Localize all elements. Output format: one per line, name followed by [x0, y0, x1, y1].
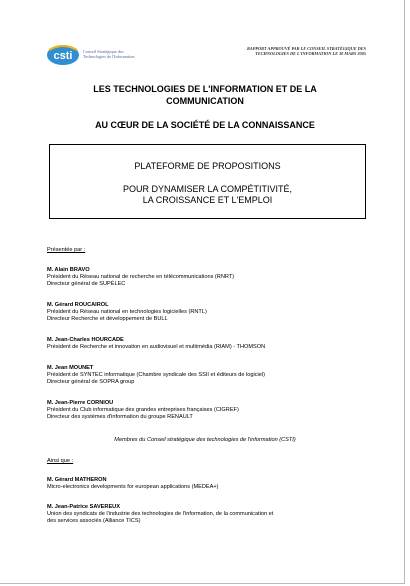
svg-text:csti: csti	[53, 50, 73, 62]
person-name: M. Alain BRAVO	[47, 267, 90, 273]
person-role: Directeur des systèmes d'information du groupe RENAULT	[47, 414, 193, 420]
report-approval-note	[186, 46, 366, 57]
person-role: Directeur Recherche et développement de BULL	[47, 316, 168, 322]
main-title-line: LES TECHNOLOGIES DE L'INFORMATION ET DE LA	[93, 84, 317, 94]
person-role: Directeur général de SUPÉLEC	[47, 281, 126, 287]
proposal-box-title: PLATEFORME DE PROPOSITIONS	[134, 161, 281, 171]
presented-by-label: Présentée par :	[47, 247, 86, 253]
proposal-box-line: LA CROISSANCE ET L'EMPLOI	[142, 195, 273, 205]
person-name: M. Jean-Charles HOURCADE	[47, 337, 124, 343]
person-role: Président du Réseau national en technologies logicielles (RNTL)	[47, 309, 207, 315]
org-name-line: Technologies de l'Information	[83, 54, 135, 59]
csti-logo-icon	[46, 44, 80, 66]
report-note-line: RAPPORT APPROUVÉ PAR LE CONSEIL STRATÉGIQUE DES	[247, 46, 366, 51]
org-name	[83, 49, 135, 59]
person-role: Micro-electronics developments for european applications (MEDEA+)	[47, 484, 219, 490]
person-role: Président du Réseau national de recherche en télécommunications (RNRT)	[47, 274, 235, 280]
main-title-line: COMMUNICATION	[166, 96, 244, 106]
person-name: M. Jean-Pierre CORNIOU	[47, 400, 114, 406]
person-role: Union des syndicats de l'industrie des technologies de l'information, de la communication et	[47, 511, 274, 517]
person-name: M. Jean-Patrice SAVEREUX	[47, 504, 120, 510]
person-role: Président de SYNTEC informatique (Chambre syndicale des SSII et éditeurs de logiciel)	[47, 372, 265, 378]
person-role: Président du Club informatique des grandes entreprises françaises (CIGREF)	[47, 407, 239, 413]
as-well-as-label: Ainsi que :	[47, 458, 74, 464]
members-note: Membres du Conseil stratégique des technologies de l'information (CSTI)	[114, 437, 296, 443]
person-role: Président de Recherche et innovation en audiovisuel et multimédia (RIAM) - THOMSON	[47, 344, 266, 350]
org-name-line: Conseil Stratégique des	[83, 49, 124, 54]
person-name: M. Gérard ROUCAIROL	[47, 302, 109, 308]
page-header	[46, 44, 366, 70]
person-name: M. Jean MOUNET	[47, 365, 94, 371]
report-note-line: TECHNOLOGIES DE L'INFORMATION LE 30 MARS 2005	[255, 51, 366, 57]
proposal-box	[49, 144, 366, 219]
person-role: Directeur général de SOPRA group	[47, 379, 135, 385]
person-role: des services associés (Alliance TICS)	[47, 518, 141, 524]
proposal-box-line: POUR DYNAMISER LA COMPÉTITIVITÉ,	[122, 184, 293, 194]
person-name: M. Gérard MATHERON	[47, 477, 107, 483]
main-subtitle: AU CŒUR DE LA SOCIÉTÉ DE LA CONNAISSANCE	[95, 120, 315, 130]
